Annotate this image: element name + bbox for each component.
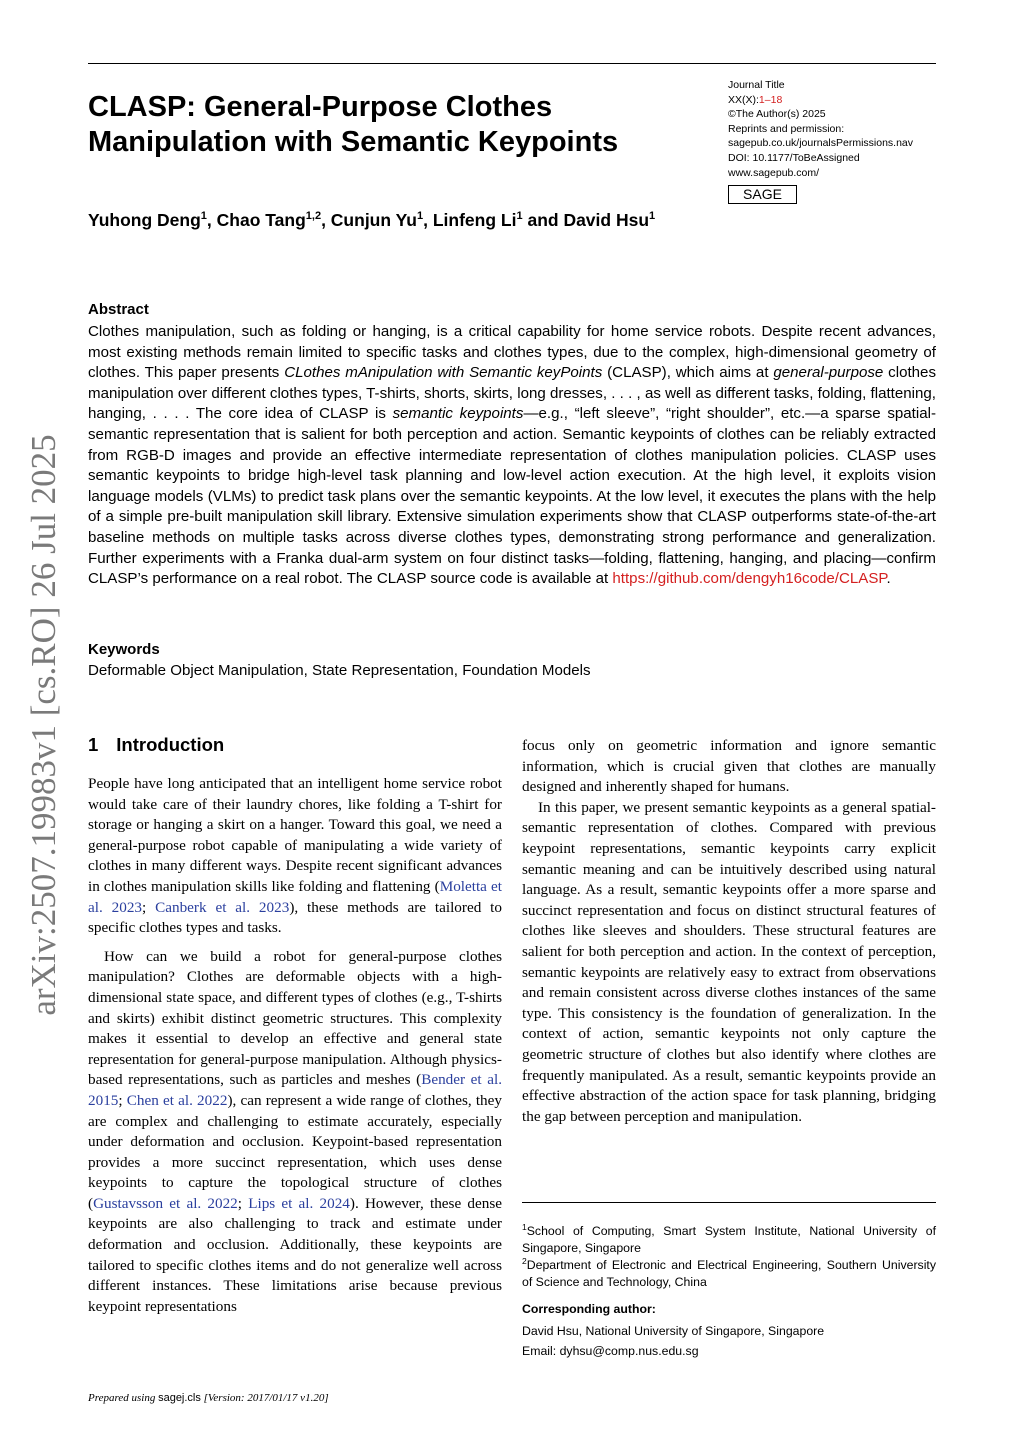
author-separator: and (522, 210, 564, 230)
author-name: Yuhong Deng (88, 210, 201, 230)
footnote-text: School of Computing, Smart System Institute, National University of Singapore, Singapore (522, 1224, 936, 1256)
footnote-affiliation-2 (522, 1253, 936, 1292)
body-text: ). However, these dense keypoints are also challenging to track and estimate under deformation and occlusion. Additionally, these keypoints are tailored to specific clothes items and do not generalize well across different instances. These limitations arise because previous keypoint representations (88, 1194, 502, 1315)
copyright: ©The Author(s) 2025 (728, 108, 826, 121)
author-affiliation: 1 (516, 210, 523, 223)
keywords-text: Deformable Object Manipulation, State Representation, Foundation Models (88, 662, 591, 679)
abstract-text: . (886, 570, 891, 588)
volume-prefix: XX(X): (728, 93, 759, 106)
page-range-link[interactable]: 1–18 (758, 93, 783, 106)
citation-link[interactable]: Bender et al. 2015 (88, 1071, 502, 1109)
footnote-rule (522, 1202, 936, 1203)
right-column (522, 736, 936, 1127)
abstract-emphasis: CLothes mAnipulation with Semantic keyPoints (284, 364, 603, 382)
author-list (88, 210, 655, 231)
body-text: ), these methods are tailored to specific clothes types and tasks. (88, 898, 502, 937)
footnote-text: Department of Electronic and Electrical Engineering, Southern University of Science and Technology, China (522, 1258, 936, 1290)
source-code-link[interactable]: https://github.com/dengyh16code/CLASP (612, 570, 887, 588)
corresponding-author-heading: Corresponding author: (522, 1302, 656, 1316)
reprints-label: Reprints and permission: (728, 122, 845, 135)
author-name: Cunjun Yu (330, 210, 417, 230)
footnote-affiliation-1 (522, 1219, 936, 1258)
keywords-heading: Keywords (88, 641, 160, 658)
citation-link[interactable]: Chen et al. 2022 (126, 1091, 228, 1109)
abstract-heading: Abstract (88, 301, 149, 318)
author-affiliation: 1,2 (305, 210, 322, 223)
reprints-url: sagepub.co.uk/journalsPermissions.nav (728, 137, 914, 150)
arxiv-identifier: arXiv:2507.19983v1 [cs.RO] 26 Jul 2025 (24, 434, 63, 1016)
author-separator: , (321, 210, 331, 230)
author-affiliation: 1 (200, 210, 207, 223)
author-affiliation: 1 (649, 210, 656, 223)
citation-link[interactable]: Lips et al. 2024 (248, 1194, 350, 1212)
doi: DOI: 10.1177/ToBeAssigned (728, 151, 860, 164)
abstract-text: Clothes manipulation, such as folding or hanging, is a critical capability for home service robots. Despite recent advances, most existing methods remain limited to specific tasks and clothes types, due to the complex, high-dimensional geometry of clothes. This paper presents (88, 323, 936, 382)
author-affiliation: 1 (417, 210, 424, 223)
intro-paragraph-4: In this paper, we present semantic keypoints as a general spatial-semantic representation of clothes. Compared with previous keypoint representations, semantic keypoints carry explicit semantic meaning and can be intuitively described using natural language. As a result, semantic keypoints offer a more sparse and succinct representation and focus on distinct structural features of clothes like sleeves and shoulders. These structural features are salient for both perception and action. In the context of perception, semantic keypoints are relatively easy to extract from observations and remain consistent across diverse clothes instances of the same type. This consistency is the foundation of generalization. In the context of action, semantic keypoints not only capture the geometric structure of clothes but also identify where clothes are frequently manipulated. As a result, semantic keypoints provide an effective abstraction of the action space for task planning, bridging the gap between perception and manipulation. (522, 798, 936, 1125)
corresponding-author (522, 1321, 824, 1361)
author-name: David Hsu (563, 210, 650, 230)
abstract-text: clothes manipulation over different clothes types, T-shirts, shorts, skirts, long dresses, . . . , as well as different tasks, folding, flattening, hanging, . . . . The core idea of CLASP is (88, 364, 936, 423)
footnote-mark: 1 (522, 1222, 527, 1232)
citation-link[interactable]: Moletta et al. 2023 (88, 877, 502, 916)
footnote-mark: 2 (522, 1256, 527, 1266)
paper-title (88, 90, 688, 160)
footer-version: [Version: 2017/01/17 v1.20] (200, 1392, 329, 1404)
author-separator: , (206, 210, 217, 230)
intro-paragraph-3: focus only on geometric information and ignore semantic information, which is crucial given that clothes are manually designed and inherently shaped for humans. (522, 737, 936, 796)
body-text: ), can represent a wide range of clothes, they are complex and challenging to estimate accurately, especially under deformation and occlusion. Keypoint-based representation provides a more succinct representation, which uses dense keypoints to capture the topological structure of clothes ( (88, 1091, 502, 1212)
citation-link[interactable]: Gustavsson et al. 2022 (93, 1194, 238, 1212)
title-line-1: CLASP: General-Purpose Clothes (88, 91, 553, 123)
abstract-text: (CLASP), which aims at (602, 364, 774, 382)
website: www.sagepub.com/ (728, 166, 820, 179)
body-text: People have long anticipated that an intelligent home service robot would take care of their laundry chores, like folding a T-shirt for storage or hanging a skirt on a hanger. Toward this goal, we need a general-purpose robot capable of manipulating a wide variety of clothes in many different ways. Despite recent significant advances in clothes manipulation skills like folding and flattening ( (88, 775, 502, 895)
prepared-using-footer (88, 1392, 329, 1404)
footer-text: Prepared using (88, 1392, 159, 1404)
abstract-emphasis: general-purpose (773, 364, 884, 382)
author-separator: , (423, 210, 433, 230)
top-rule (88, 63, 936, 64)
corresponding-author-email: Email: dyhsu@comp.nus.edu.sg (522, 1344, 699, 1358)
journal-info (728, 78, 958, 180)
left-column (88, 774, 502, 1317)
sage-logo: SAGE (728, 185, 797, 204)
journal-volume (728, 93, 958, 108)
section-title: Introduction (116, 734, 225, 755)
intro-paragraph-2 (88, 947, 502, 1318)
section-number: 1 (88, 734, 99, 755)
abstract-emphasis: semantic keypoints (392, 405, 524, 423)
body-text: How can we build a robot for general-purpose clothes manipulation? Clothes are deformable objects with a high-dimensional state space, and different types of clothes (e.g., T-shirts and skirts) exhibit distinct geometric structures. This complexity makes it essential to develop an effective and general state representation for general-purpose manipulation. Although physics-based representations, such as particles and meshes ( (88, 947, 502, 1089)
corresponding-author-name: David Hsu, National University of Singapore, Singapore (522, 1324, 825, 1338)
abstract-body (88, 322, 936, 590)
journal-title: Journal Title (728, 79, 785, 91)
section-heading-introduction (88, 734, 224, 756)
abstract-text: —e.g., “left sleeve”, “right shoulder”, etc.—a sparse spatial-semantic representation that is salient for both perception and action. Semantic keypoints of clothes can be reliably extracted from RGB-D images and provide an effective intermediate representation of clothes manipulation policies. CLASP uses semantic keypoints to bridge high-level task planning and low-level action execution. At the high level, it exploits vision language models (VLMs) to predict task plans over the semantic keypoints. At the low level, it executes the plans with the help of a simple pre-built manipulation skill library. Extensive simulation experiments show that CLASP outperforms state-of-the-art baseline methods on multiple tasks across diverse clothes types, demonstrating strong performance and generalization. Further experiments with a Franka dual-arm system on four distinct tasks—folding, flattening, hanging, and placing—confirm CLASP’s performance on a real robot. The CLASP source code is available at (88, 405, 936, 588)
citation-separator: ; (142, 898, 156, 916)
author-name: Chao Tang (216, 210, 306, 230)
citation-separator: ; (237, 1194, 249, 1212)
citation-separator: ; (118, 1091, 127, 1109)
author-name: Linfeng Li (432, 210, 517, 230)
intro-paragraph-1 (88, 774, 502, 939)
footer-class-name: sagej.cls (158, 1392, 201, 1404)
citation-link[interactable]: Canberk et al. 2023 (155, 898, 290, 916)
title-line-2: Manipulation with Semantic Keypoints (88, 126, 619, 158)
